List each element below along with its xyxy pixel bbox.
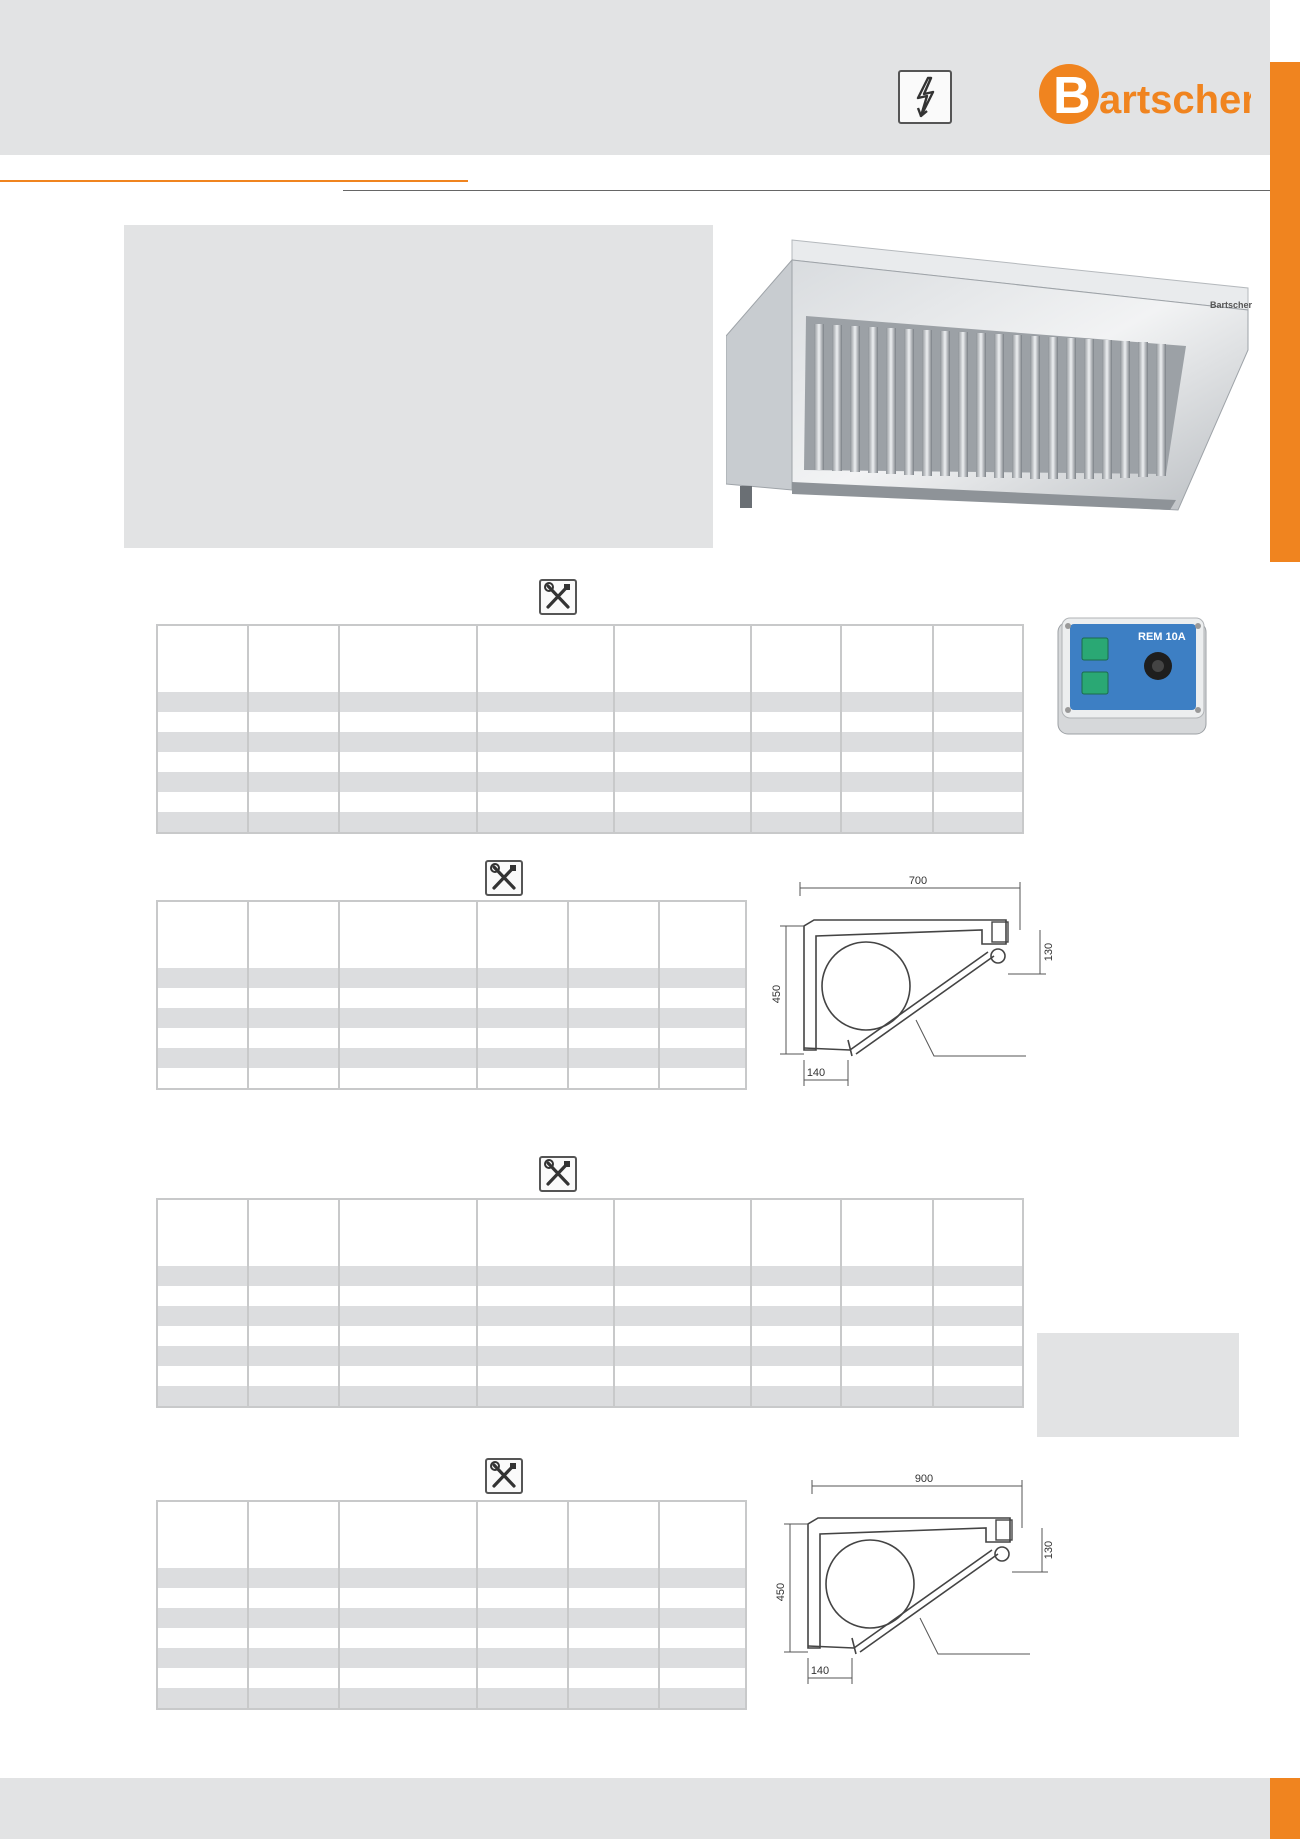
table-row xyxy=(157,988,746,1008)
table-row xyxy=(157,1366,1023,1386)
fan-speed-control-photo xyxy=(1052,612,1212,740)
dimension-width: 900 xyxy=(914,1473,934,1485)
table-row xyxy=(157,1286,1023,1306)
section-rule xyxy=(343,190,1270,191)
spec-table-1 xyxy=(156,624,1024,834)
tools-icon xyxy=(539,579,577,615)
table-header-row xyxy=(157,1501,746,1568)
table-row xyxy=(157,712,1023,732)
product-info-panel xyxy=(124,225,713,548)
spec-table-2 xyxy=(156,900,747,1090)
table-row xyxy=(157,1648,746,1668)
table-row xyxy=(157,1628,746,1648)
table-row xyxy=(157,1008,746,1028)
footer-tab-marker xyxy=(1270,1778,1300,1839)
table-row xyxy=(157,752,1023,772)
table-row xyxy=(157,1068,746,1089)
table-header-row xyxy=(157,901,746,968)
tools-icon xyxy=(485,1458,523,1494)
table-header-row xyxy=(157,1199,1023,1266)
brand-logo-wordmark: artscher xyxy=(1099,78,1251,122)
table-row xyxy=(157,692,1023,712)
table-row xyxy=(157,1048,746,1068)
dimension-bottom-offset: 140 xyxy=(806,1067,826,1079)
table-row xyxy=(157,1306,1023,1326)
dimension-bottom-offset: 140 xyxy=(810,1665,830,1677)
table-row xyxy=(157,1326,1023,1346)
dimension-top-offset: 130 xyxy=(1043,942,1055,962)
table-row xyxy=(157,968,746,988)
tools-icon xyxy=(485,860,523,896)
table-row xyxy=(157,1346,1023,1366)
side-profile-drawing-2 xyxy=(756,1468,1056,1698)
tools-icon xyxy=(539,1156,577,1192)
extractor-hood-photo xyxy=(726,238,1256,520)
table-row xyxy=(157,1266,1023,1286)
table-row xyxy=(157,1386,1023,1407)
table-header-row xyxy=(157,625,1023,692)
dimension-top-offset: 130 xyxy=(1043,1540,1055,1560)
hood-brand-badge: Bartscher xyxy=(1210,300,1253,310)
dimension-height: 450 xyxy=(775,1582,787,1602)
table-row xyxy=(157,772,1023,792)
footer-band xyxy=(0,1778,1270,1839)
table-row xyxy=(157,1688,746,1709)
table-row xyxy=(157,732,1023,752)
table-row xyxy=(157,792,1023,812)
control-box-label: REM 10A xyxy=(1138,631,1186,643)
side-tab-marker xyxy=(1270,62,1300,562)
brand-logo xyxy=(1035,58,1251,128)
side-profile-drawing-1 xyxy=(756,870,1056,1100)
spec-table-4 xyxy=(156,1500,747,1710)
section-rule-accent xyxy=(0,180,468,182)
table-row xyxy=(157,1588,746,1608)
dimension-height: 450 xyxy=(771,984,783,1004)
table-row xyxy=(157,1668,746,1688)
table-row xyxy=(157,1568,746,1588)
spec-table-3 xyxy=(156,1198,1024,1408)
table-row xyxy=(157,1608,746,1628)
table-row xyxy=(157,1028,746,1048)
dimension-width: 700 xyxy=(908,875,928,887)
note-panel xyxy=(1037,1333,1239,1437)
table-row xyxy=(157,812,1023,833)
brand-logo-initial: B xyxy=(1053,67,1091,125)
electrical-hazard-icon xyxy=(898,70,952,124)
